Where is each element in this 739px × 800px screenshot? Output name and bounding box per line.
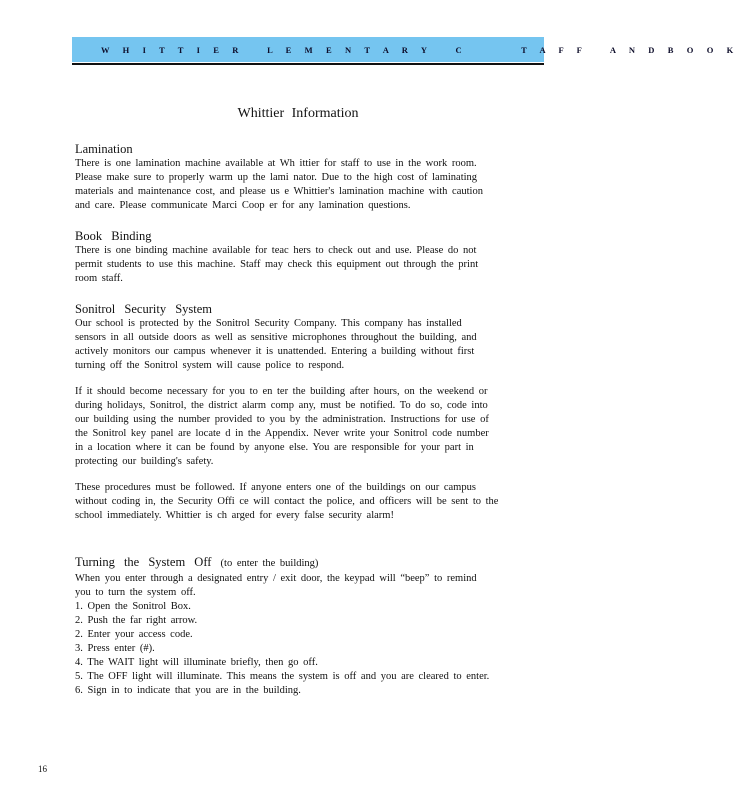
turning-off-section bbox=[75, 554, 535, 698]
body-line: Please make sure to properly warm up the lami nator. Due to the high cost of laminating bbox=[75, 172, 478, 183]
step-item: 3. Press enter (#). bbox=[75, 643, 155, 654]
body-line: Our school is protected by the Sonitrol Security Company. This company has installed bbox=[75, 318, 462, 329]
body-line: There is one binding machine available for teac hers to check out and use. Please do not bbox=[75, 245, 477, 256]
step-item: 5. The OFF light will illuminate. This means the system is off and you are cleared to enter. bbox=[75, 671, 490, 682]
sonitrol-paragraph-2 bbox=[75, 385, 535, 469]
page-title: Whittier Information bbox=[237, 106, 359, 121]
step-item: 6. Sign in to indicate that you are in the building. bbox=[75, 685, 301, 696]
body-line: in a location where it can be found by anyone else. You are responsible for your part in bbox=[75, 442, 474, 453]
page-number: 16 bbox=[38, 764, 47, 774]
lamination-heading: Lamination bbox=[75, 142, 133, 156]
body-line: These procedures must be followed. If anyone enters one of the buildings on our campus bbox=[75, 482, 476, 493]
sonitrol-paragraph-3 bbox=[75, 481, 535, 523]
sonitrol-heading: Sonitrol Security System bbox=[75, 302, 212, 316]
body-line: If it should become necessary for you to en ter the building after hours, on the weekend or bbox=[75, 386, 488, 397]
book-binding-heading: Book Binding bbox=[75, 229, 152, 243]
body-line: room staff. bbox=[75, 273, 123, 284]
body-line: When you enter through a designated entry / exit door, the keypad will “beep” to remind bbox=[75, 573, 477, 584]
turning-off-heading: Turning the System Off bbox=[75, 555, 212, 569]
header-rule bbox=[72, 63, 544, 65]
body-line: you to turn the system off. bbox=[75, 587, 196, 598]
step-item: 2. Push the far right arrow. bbox=[75, 615, 198, 626]
body-line: actively monitors our campus whenever it is unattended. Entering a building without first bbox=[75, 346, 475, 357]
body-line: our building using the number provided to you by the administration. Instructions for use of bbox=[75, 414, 489, 425]
step-item: 2. Enter your access code. bbox=[75, 629, 193, 640]
body-line: There is one lamination machine available at Wh ittier for staff to use in the work room. bbox=[75, 158, 477, 169]
body-line: turning off the Sonitrol system will cause police to respond. bbox=[75, 360, 345, 371]
body-line: the Sonitrol key panel are locate d in the Appendix. Never write your Sonitrol code number bbox=[75, 428, 489, 439]
body-line: sensors in all outside doors as well as sensitive microphones throughout the building, and bbox=[75, 332, 477, 343]
sonitrol-paragraph-1 bbox=[75, 317, 535, 373]
step-item: 1. Open the Sonitrol Box. bbox=[75, 601, 191, 612]
body-line: school immediately. Whittier is ch arged for every false security alarm! bbox=[75, 510, 394, 521]
header-bar bbox=[72, 37, 739, 62]
header-text: W H I T T I E R L E M E N T A R Y C T A F F A N D B O O K bbox=[101, 44, 739, 55]
body-line: materials and maintenance cost, and please us e Whittier's lamination machine with caution bbox=[75, 186, 483, 197]
turning-off-heading-note: (to enter the building) bbox=[220, 558, 319, 569]
body-line: without coding in, the Security Offi ce will contact the police, and officers will be sent to the bbox=[75, 496, 499, 507]
sonitrol-section bbox=[75, 301, 535, 523]
body-line: protecting our building's safety. bbox=[75, 456, 214, 467]
lamination-section bbox=[75, 141, 535, 213]
step-item: 4. The WAIT light will illuminate briefly, then go off. bbox=[75, 657, 318, 668]
body-line: during holidays, Sonitrol, the district alarm comp any, must be notified. To do so, code into bbox=[75, 400, 488, 411]
turning-off-heading-line bbox=[75, 554, 535, 572]
body-line: and care. Please communicate Marci Coop er for any lamination questions. bbox=[75, 200, 411, 211]
book-binding-section bbox=[75, 228, 535, 286]
body-line: permit students to use this machine. Staff may check this equipment out through the print bbox=[75, 259, 479, 270]
